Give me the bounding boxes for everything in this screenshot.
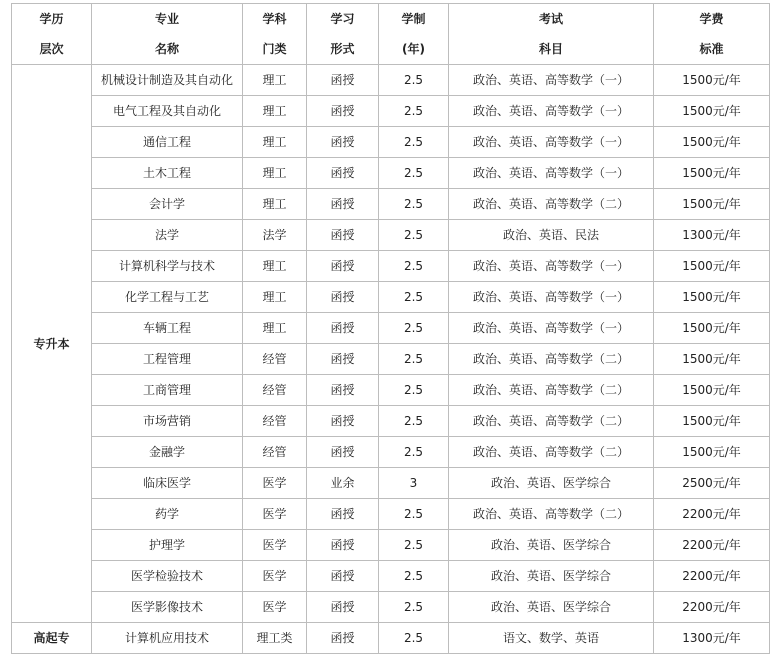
major-name: 化学工程与工艺	[92, 282, 243, 313]
major-name: 工商管理	[92, 375, 243, 406]
major-name: 临床医学	[92, 468, 243, 499]
table-row	[12, 623, 770, 654]
header-level: 学历 层次	[12, 4, 92, 65]
duration: 2.5	[379, 96, 449, 127]
major-name: 车辆工程	[92, 313, 243, 344]
major-name: 金融学	[92, 437, 243, 468]
table-row	[12, 220, 770, 251]
study-form: 函授	[307, 406, 379, 437]
exam-subjects: 政治、英语、高等数学（二）	[449, 189, 654, 220]
table-row	[12, 592, 770, 623]
duration: 2.5	[379, 189, 449, 220]
major-name: 医学检验技术	[92, 561, 243, 592]
discipline: 理工	[243, 189, 307, 220]
study-form: 函授	[307, 530, 379, 561]
major-name: 护理学	[92, 530, 243, 561]
study-form: 函授	[307, 437, 379, 468]
tuition: 1500元/年	[654, 406, 770, 437]
header-duration: 学制 (年)	[379, 4, 449, 65]
exam-subjects: 政治、英语、高等数学（一）	[449, 65, 654, 96]
tuition: 2200元/年	[654, 499, 770, 530]
duration: 3	[379, 468, 449, 499]
table-row	[12, 65, 770, 96]
duration: 2.5	[379, 220, 449, 251]
duration: 2.5	[379, 623, 449, 654]
tuition: 2200元/年	[654, 592, 770, 623]
duration: 2.5	[379, 499, 449, 530]
discipline: 经管	[243, 437, 307, 468]
duration: 2.5	[379, 437, 449, 468]
duration: 2.5	[379, 530, 449, 561]
study-form: 函授	[307, 251, 379, 282]
study-form: 函授	[307, 220, 379, 251]
header-row	[12, 4, 770, 65]
exam-subjects: 政治、英语、高等数学（一）	[449, 127, 654, 158]
exam-subjects: 政治、英语、医学综合	[449, 468, 654, 499]
duration: 2.5	[379, 406, 449, 437]
table-row	[12, 251, 770, 282]
exam-subjects: 语文、数学、英语	[449, 623, 654, 654]
study-form: 函授	[307, 344, 379, 375]
header-discipline: 学科 门类	[243, 4, 307, 65]
study-form: 函授	[307, 96, 379, 127]
major-name: 工程管理	[92, 344, 243, 375]
header-tuition: 学费 标准	[654, 4, 770, 65]
duration: 2.5	[379, 127, 449, 158]
major-name: 通信工程	[92, 127, 243, 158]
tuition: 1500元/年	[654, 189, 770, 220]
study-form: 函授	[307, 375, 379, 406]
study-form: 函授	[307, 561, 379, 592]
duration: 2.5	[379, 158, 449, 189]
tuition: 1500元/年	[654, 65, 770, 96]
exam-subjects: 政治、英语、高等数学（一）	[449, 96, 654, 127]
exam-subjects: 政治、英语、高等数学（二）	[449, 406, 654, 437]
exam-subjects: 政治、英语、高等数学（二）	[449, 437, 654, 468]
exam-subjects: 政治、英语、高等数学（一）	[449, 158, 654, 189]
duration: 2.5	[379, 592, 449, 623]
exam-subjects: 政治、英语、民法	[449, 220, 654, 251]
major-name: 法学	[92, 220, 243, 251]
discipline: 理工	[243, 282, 307, 313]
table-row	[12, 127, 770, 158]
header-study-form: 学习 形式	[307, 4, 379, 65]
exam-subjects: 政治、英语、高等数学（二）	[449, 499, 654, 530]
table-row	[12, 282, 770, 313]
tuition: 1500元/年	[654, 313, 770, 344]
duration: 2.5	[379, 65, 449, 96]
duration: 2.5	[379, 282, 449, 313]
tuition: 1500元/年	[654, 96, 770, 127]
tuition: 2500元/年	[654, 468, 770, 499]
discipline: 理工	[243, 158, 307, 189]
tuition: 1500元/年	[654, 282, 770, 313]
exam-subjects: 政治、英语、高等数学（一）	[449, 313, 654, 344]
header-major: 专业 名称	[92, 4, 243, 65]
discipline: 经管	[243, 344, 307, 375]
duration: 2.5	[379, 375, 449, 406]
tuition: 1500元/年	[654, 158, 770, 189]
discipline: 理工	[243, 313, 307, 344]
table-row	[12, 561, 770, 592]
study-form: 函授	[307, 158, 379, 189]
exam-subjects: 政治、英语、高等数学（二）	[449, 344, 654, 375]
exam-subjects: 政治、英语、医学综合	[449, 530, 654, 561]
discipline: 经管	[243, 375, 307, 406]
discipline: 医学	[243, 530, 307, 561]
study-form: 函授	[307, 127, 379, 158]
table-row	[12, 375, 770, 406]
tuition: 2200元/年	[654, 530, 770, 561]
program-fee-table	[11, 3, 770, 654]
major-name: 计算机科学与技术	[92, 251, 243, 282]
table-row	[12, 344, 770, 375]
tuition: 1300元/年	[654, 623, 770, 654]
duration: 2.5	[379, 561, 449, 592]
exam-subjects: 政治、英语、医学综合	[449, 561, 654, 592]
major-name: 土木工程	[92, 158, 243, 189]
study-form: 函授	[307, 313, 379, 344]
tuition: 1500元/年	[654, 344, 770, 375]
table-row	[12, 313, 770, 344]
major-name: 会计学	[92, 189, 243, 220]
study-form: 函授	[307, 65, 379, 96]
discipline: 理工类	[243, 623, 307, 654]
table-row	[12, 437, 770, 468]
header-exam-subjects: 考试 科目	[449, 4, 654, 65]
study-form: 函授	[307, 623, 379, 654]
duration: 2.5	[379, 251, 449, 282]
exam-subjects: 政治、英语、高等数学（一）	[449, 251, 654, 282]
discipline: 经管	[243, 406, 307, 437]
discipline: 理工	[243, 96, 307, 127]
tuition: 2200元/年	[654, 561, 770, 592]
table-row	[12, 530, 770, 561]
table-row	[12, 189, 770, 220]
exam-subjects: 政治、英语、高等数学（一）	[449, 282, 654, 313]
table-row	[12, 96, 770, 127]
discipline: 理工	[243, 251, 307, 282]
tuition: 1500元/年	[654, 251, 770, 282]
study-form: 函授	[307, 189, 379, 220]
education-level: 高起专	[12, 623, 92, 654]
tuition: 1500元/年	[654, 127, 770, 158]
tuition: 1500元/年	[654, 375, 770, 406]
exam-subjects: 政治、英语、高等数学（二）	[449, 375, 654, 406]
discipline: 医学	[243, 561, 307, 592]
table-row	[12, 499, 770, 530]
table-row	[12, 158, 770, 189]
study-form: 函授	[307, 499, 379, 530]
discipline: 理工	[243, 127, 307, 158]
table-row	[12, 468, 770, 499]
discipline: 医学	[243, 592, 307, 623]
tuition: 1300元/年	[654, 220, 770, 251]
study-form: 业余	[307, 468, 379, 499]
major-name: 计算机应用技术	[92, 623, 243, 654]
major-name: 医学影像技术	[92, 592, 243, 623]
study-form: 函授	[307, 282, 379, 313]
major-name: 电气工程及其自动化	[92, 96, 243, 127]
discipline: 理工	[243, 65, 307, 96]
tuition: 1500元/年	[654, 437, 770, 468]
exam-subjects: 政治、英语、医学综合	[449, 592, 654, 623]
major-name: 市场营销	[92, 406, 243, 437]
education-level: 专升本	[12, 65, 92, 623]
discipline: 医学	[243, 468, 307, 499]
duration: 2.5	[379, 344, 449, 375]
major-name: 机械设计制造及其自动化	[92, 65, 243, 96]
table-body	[12, 65, 770, 654]
discipline: 医学	[243, 499, 307, 530]
discipline: 法学	[243, 220, 307, 251]
major-name: 药学	[92, 499, 243, 530]
duration: 2.5	[379, 313, 449, 344]
study-form: 函授	[307, 592, 379, 623]
table-row	[12, 406, 770, 437]
